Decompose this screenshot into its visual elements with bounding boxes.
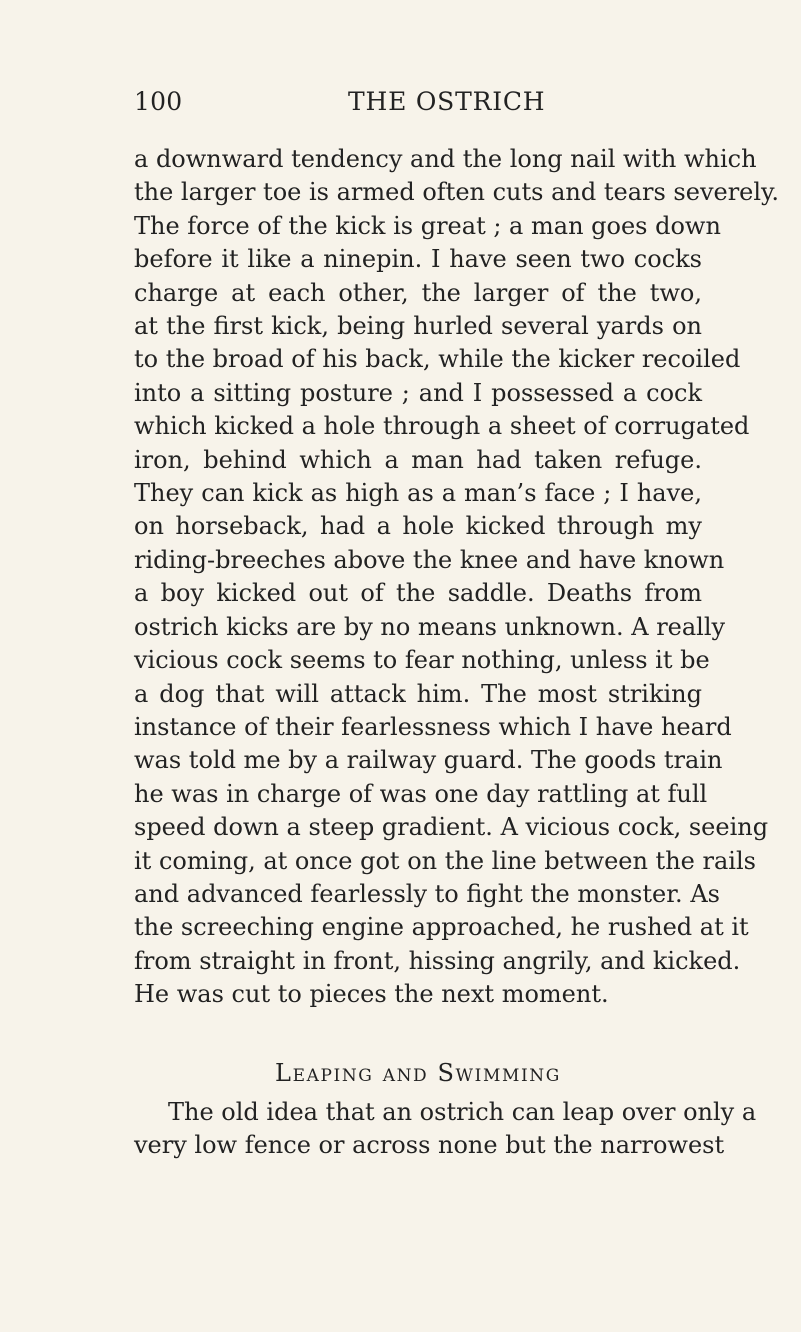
page-number: 100 bbox=[134, 87, 183, 116]
paragraph-2 bbox=[134, 1096, 757, 1163]
paragraph-line: he was in charge of was one day rattling at full bbox=[134, 779, 708, 808]
paragraph-line: and advanced fearlessly to fight the monster. As bbox=[134, 879, 720, 908]
page-header bbox=[134, 86, 702, 122]
paragraph-line: charge at each other, the larger of the two, bbox=[134, 278, 702, 307]
paragraph-line: a boy kicked out of the saddle. Deaths from bbox=[134, 579, 702, 608]
paragraph-line: very low fence or across none but the narrowest bbox=[134, 1131, 725, 1160]
paragraph-line: into a sitting posture ; and I possessed a cock bbox=[134, 378, 702, 407]
paragraph-line: was told me by a railway guard. The goods train bbox=[134, 746, 723, 775]
paragraph-line: riding-breeches above the knee and have known bbox=[134, 545, 725, 574]
paragraph-line: instance of their fearlessness which I have heard bbox=[134, 712, 732, 741]
paragraph-line: at the first kick, being hurled several yards on bbox=[134, 312, 702, 341]
paragraph-line: to the broad of his back, while the kicker recoiled bbox=[134, 345, 741, 374]
running-title: THE OSTRICH bbox=[348, 87, 546, 116]
paragraph-line: speed down a steep gradient. A vicious cock, seeing bbox=[134, 813, 769, 842]
paragraph-line: a dog that will attack him. The most striking bbox=[134, 679, 702, 708]
paragraph-line: it coming, at once got on the line between the rails bbox=[134, 846, 756, 875]
paragraph-line: the screeching engine approached, he rushed at it bbox=[134, 913, 749, 942]
paragraph-line: a downward tendency and the long nail with which bbox=[134, 145, 757, 173]
paragraph-line: They can kick as high as a man’s face ; I have, bbox=[134, 479, 702, 508]
paragraph-1 bbox=[134, 143, 780, 1012]
paragraph-line: from straight in front, hissing angrily, and kicked. bbox=[134, 946, 741, 975]
paragraph-line: iron, behind which a man had taken refuge. bbox=[134, 445, 702, 474]
paragraph-line: the larger toe is armed often cuts and tears severely. bbox=[134, 178, 780, 207]
paragraph-line: vicious cock seems to fear nothing, unless it be bbox=[134, 646, 710, 675]
section-heading: Leaping and Swimming bbox=[275, 1059, 561, 1087]
paragraph-line: The old idea that an ostrich can leap over only a bbox=[168, 1098, 757, 1126]
paragraph-line: The force of the kick is great ; a man goes down bbox=[134, 211, 721, 240]
paragraph-line: ostrich kicks are by no means unknown. A really bbox=[134, 612, 726, 641]
paragraph-line: on horseback, had a hole kicked through my bbox=[134, 512, 702, 541]
paragraph-line: which kicked a hole through a sheet of corrugated bbox=[134, 412, 750, 441]
paragraph-line: He was cut to pieces the next moment. bbox=[134, 980, 609, 1009]
paragraph-line: before it like a ninepin. I have seen two cocks bbox=[134, 245, 702, 274]
